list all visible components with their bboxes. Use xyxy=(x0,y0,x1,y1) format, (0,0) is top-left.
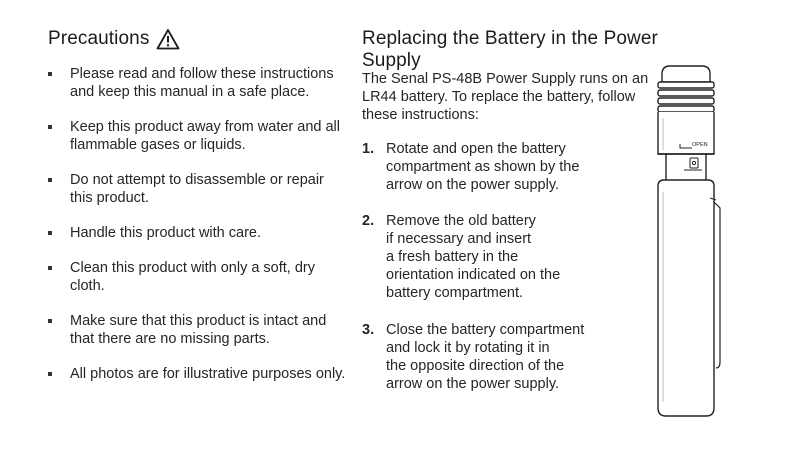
power-supply-illustration xyxy=(640,62,740,422)
bullet xyxy=(48,266,52,270)
bullet xyxy=(48,125,52,129)
list-item xyxy=(48,365,348,383)
bullet xyxy=(48,72,52,76)
list-item xyxy=(48,171,348,207)
battery-steps-list xyxy=(362,321,662,393)
bullet xyxy=(48,178,52,182)
list-item xyxy=(48,312,348,348)
warning-triangle-icon xyxy=(156,28,180,50)
list-item xyxy=(48,224,348,242)
open-label: OPEN xyxy=(692,142,708,148)
precautions-heading xyxy=(48,28,348,50)
precautions-title: Precautions xyxy=(48,28,150,49)
list-item xyxy=(48,118,348,154)
bullet xyxy=(48,372,52,376)
list-item-text: Clean this product with only a soft, dry cloth. xyxy=(70,260,316,294)
battery-intro: The Senal PS-48B Power Supply runs on an LR44 battery. To replace the battery, follow these instructions: xyxy=(362,71,649,123)
step-text: Remove the old battery if necessary and insert a fresh battery in the orientation indicated on the battery compartment. xyxy=(386,213,561,301)
list-item xyxy=(48,259,348,295)
precautions-section xyxy=(48,28,348,382)
list-item xyxy=(48,65,348,101)
step-number: 1. xyxy=(362,141,375,157)
step-number: 2. xyxy=(362,213,375,229)
step-item xyxy=(362,321,662,393)
list-item-text: Keep this product away from water and all flammable gases or liquids. xyxy=(70,119,340,153)
battery-section xyxy=(362,28,662,392)
list-item-text: Make sure that this product is intact and that there are no missing parts. xyxy=(70,313,327,347)
list-item-text: Please read and follow these instructions and keep this manual in a safe place. xyxy=(70,66,334,100)
list-item-text: Do not attempt to disassemble or repair this product. xyxy=(70,172,324,206)
battery-steps-list xyxy=(362,212,662,302)
step-text: Close the battery compartment and lock it by rotating it in the opposite direction of the arrow on the power supply. xyxy=(386,322,585,392)
list-item-text: All photos are for illustrative purposes only. xyxy=(70,366,346,382)
bullet xyxy=(48,231,52,235)
precautions-list xyxy=(48,65,348,400)
battery-heading: Replacing the Battery in the Power Supply xyxy=(362,28,658,71)
bullet xyxy=(48,319,52,323)
step-text: Rotate and open the battery compartment as shown by the arrow on the power supply. xyxy=(386,141,580,193)
step-number: 3. xyxy=(362,322,375,338)
step-item xyxy=(362,140,662,194)
list-item-text: Handle this product with care. xyxy=(70,225,262,241)
battery-steps-list xyxy=(362,140,662,194)
step-item xyxy=(362,212,662,302)
